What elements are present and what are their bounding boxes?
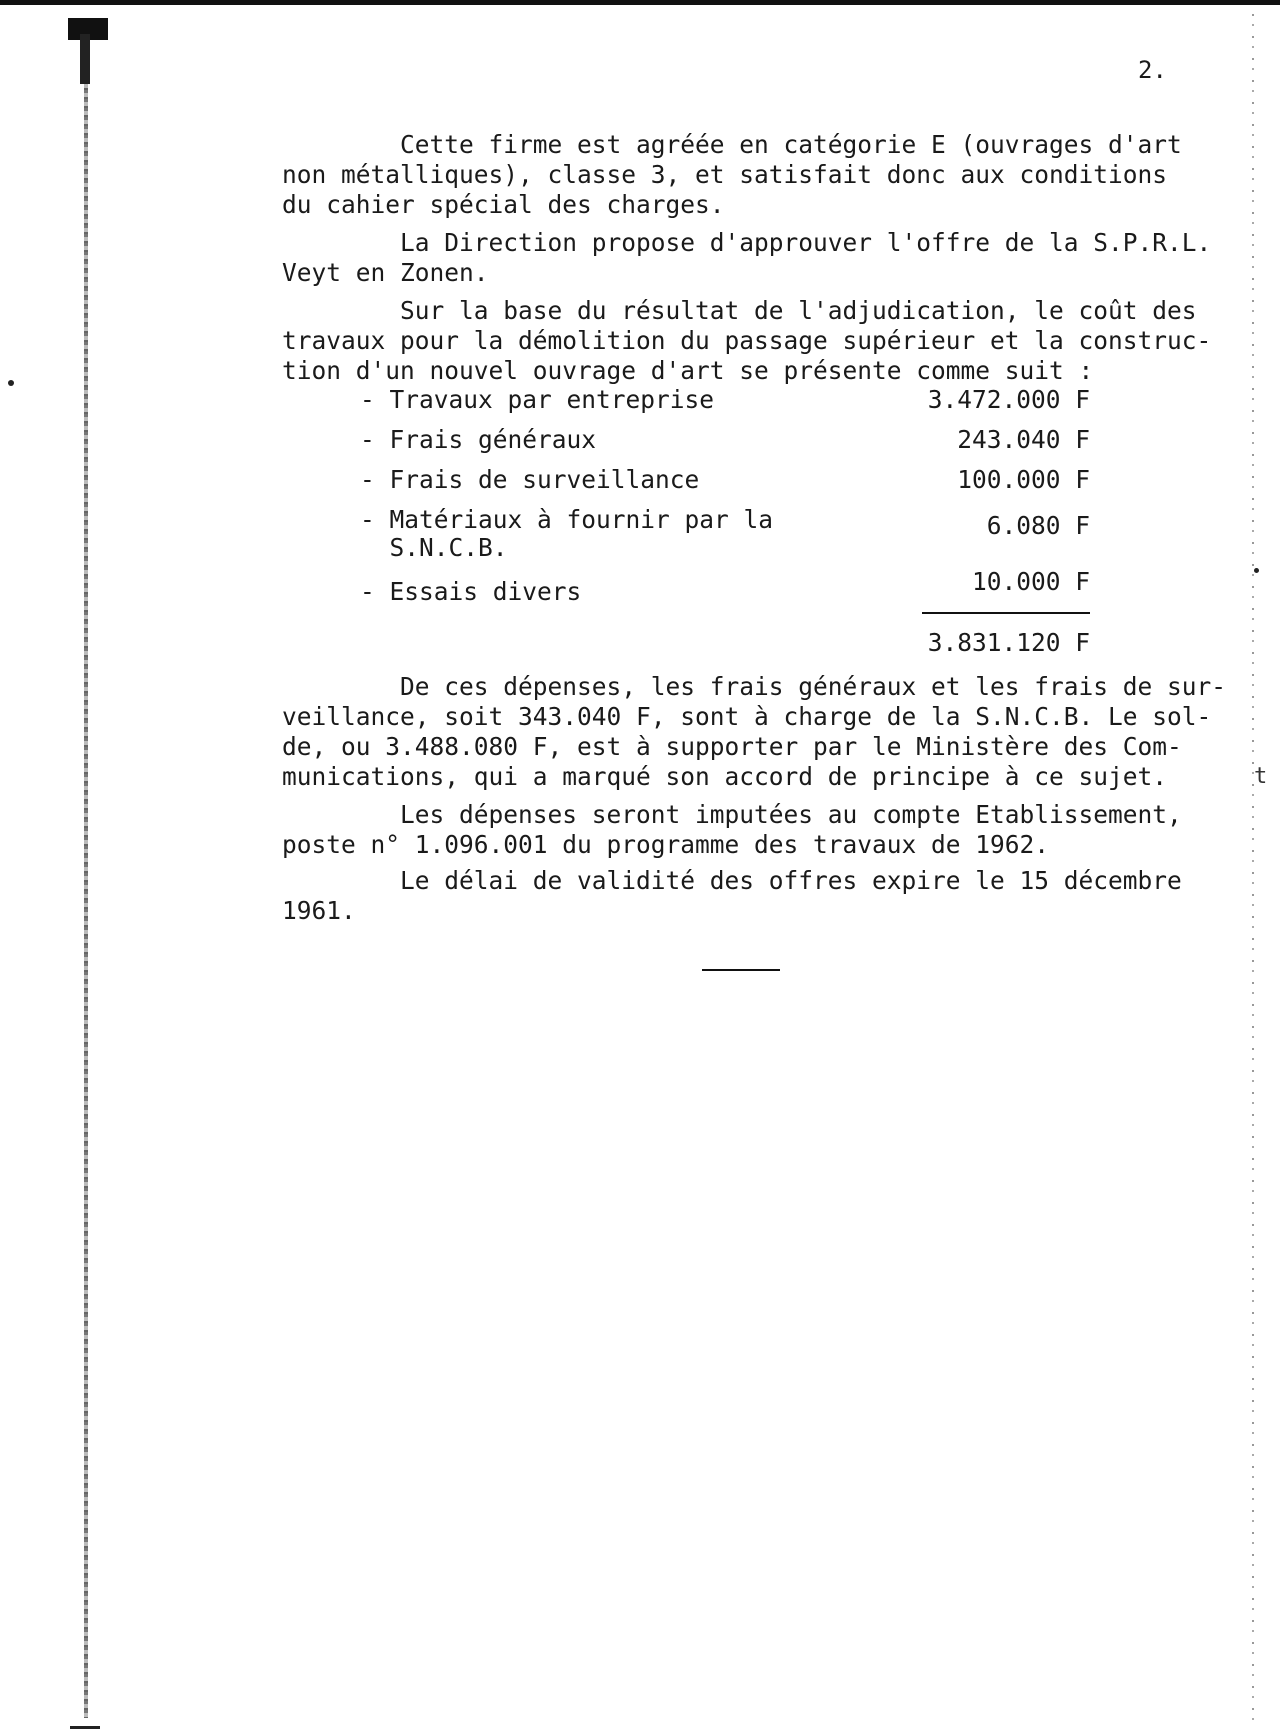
total-rule (922, 612, 1090, 614)
scan-speck (8, 380, 14, 386)
paragraph-direction-proposal: La Direction propose d'approuver l'offre de la S.P.R.L. Veyt en Zonen. (282, 228, 1212, 287)
scan-edge-right (1252, 14, 1254, 1724)
cost-row (360, 426, 1090, 466)
paragraph-firm-approval: Cette firme est agréée en catégorie E (ouvrages d'art non métalliques), classe 3, et satisfait donc aux conditions du cahier spécial des charges. (282, 130, 1182, 219)
cost-amount: 10.000 F (971, 567, 1090, 596)
scan-corner-mark (80, 34, 90, 84)
cost-label: - Travaux par entreprise (360, 385, 715, 414)
end-rule (702, 969, 780, 971)
cost-total: 3.831.120 F (927, 628, 1090, 657)
page-number: 2. (1138, 56, 1167, 84)
paragraph-accounting: Les dépenses seront imputées au compte Etablissement, poste n° 1.096.001 du programme des travaux de 1962. (282, 800, 1182, 859)
cost-label: - Frais de surveillance (360, 465, 700, 494)
cost-row (360, 386, 1090, 426)
cost-label: - Matériaux à fournir par la S.N.C.B. (360, 505, 774, 562)
cost-label: - Frais généraux (360, 425, 597, 454)
cost-row (360, 466, 1090, 506)
cost-amount: 6.080 F (986, 511, 1090, 540)
paragraph-cost-intro: Sur la base du résultat de l'adjudication, le coût des travaux pour la démolition du passage supérieur et la construc- tion d'un nouvel ouvrage d'art se présente comme suit : (282, 296, 1212, 385)
scan-speck (1254, 568, 1259, 573)
scan-edge-left (84, 18, 88, 1718)
cost-amount: 100.000 F (957, 465, 1090, 494)
cost-label: - Essais divers (360, 577, 582, 606)
cost-amount: 243.040 F (957, 425, 1090, 454)
cost-amount: 3.472.000 F (927, 385, 1090, 414)
margin-letter: t (1254, 764, 1268, 789)
cost-row (360, 567, 1090, 616)
cost-table (360, 386, 1090, 616)
scan-edge-top (0, 0, 1280, 5)
paragraph-validity: Le délai de validité des offres expire le 15 décembre 1961. (282, 866, 1182, 925)
cost-row (360, 506, 1090, 576)
paragraph-expense-split: De ces dépenses, les frais généraux et les frais de sur- veillance, soit 343.040 F, sont à charge de la S.N.C.B. Le sol- de, ou 3.488.080 F, est à supporter par le Ministère des Com- munications, qui a marqué son accord de principe à ce sujet. (282, 672, 1227, 791)
scan-bottom-mark (70, 1726, 100, 1729)
